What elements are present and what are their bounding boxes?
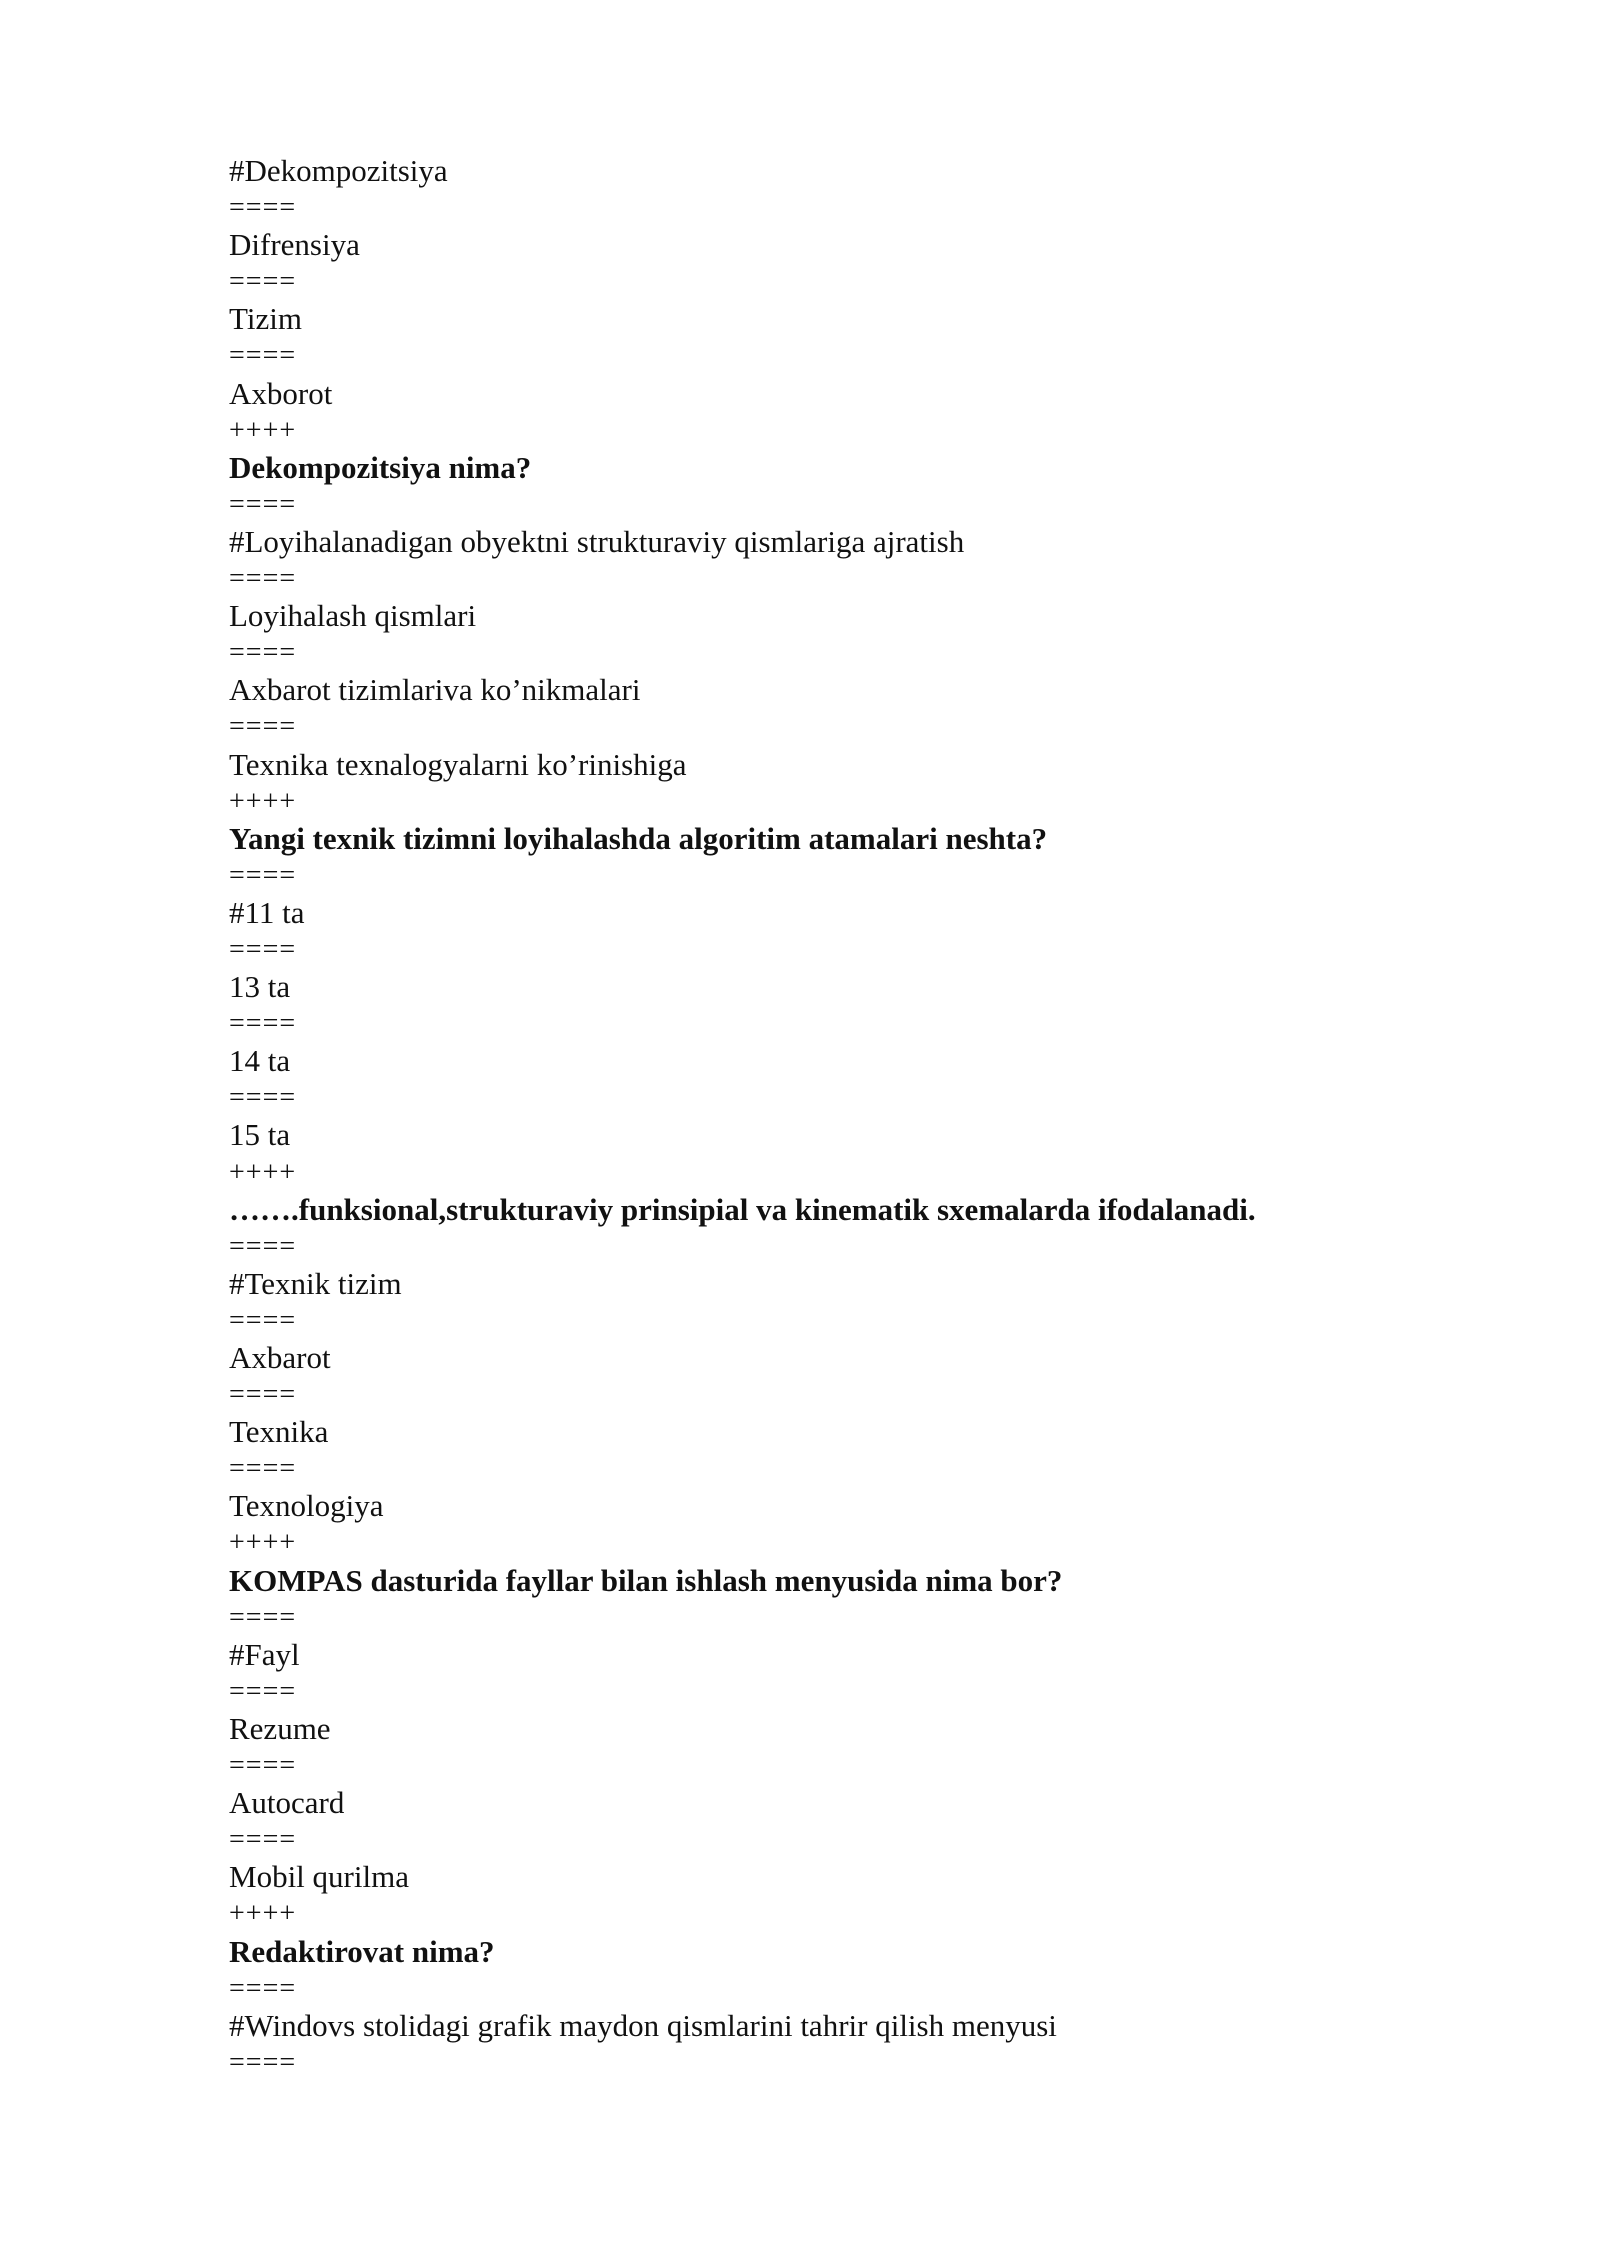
answer-option: 15 ta	[229, 1117, 291, 1153]
answer-option: Autocard	[229, 1785, 345, 1821]
separator-line: ++++	[229, 1156, 297, 1188]
answer-option: #Texnik tizim	[229, 1265, 402, 1301]
answer-option: Texnika texnalogyalarni ko’rinishiga	[229, 746, 687, 782]
separator-line: ++++	[229, 785, 297, 817]
answer-option: Rezume	[229, 1710, 331, 1746]
separator-line: ====	[229, 192, 297, 224]
separator-line: ++++	[229, 1527, 297, 1559]
answer-option: Axborot	[229, 375, 333, 411]
separator-line: ====	[229, 1082, 297, 1114]
answer-option: #Dekompozitsiya	[229, 153, 448, 188]
question-text: …….funksional,strukturaviy prinsipial va kinematik sxemalarda ifodalanadi.	[229, 1191, 1256, 1227]
answer-option: Texnologiya	[229, 1488, 384, 1524]
answer-option: 14 ta	[229, 1043, 291, 1079]
answer-option: Axbarot tizimlariva ko’nikmalari	[229, 672, 641, 708]
answer-option: Loyihalash qismlari	[229, 598, 477, 634]
separator-line: ====	[229, 340, 297, 372]
answer-option: Texnika	[229, 1414, 329, 1450]
question-text: Yangi texnik tizimni loyihalashda algoritim atamalari neshta?	[229, 820, 1048, 856]
answer-option: 13 ta	[229, 969, 291, 1005]
separator-line: ====	[229, 488, 297, 520]
separator-line: ====	[229, 266, 297, 298]
answer-option: Mobil qurilma	[229, 1859, 409, 1895]
separator-line: ====	[229, 1601, 297, 1633]
question-text: Redaktirovat nima?	[229, 1933, 495, 1969]
separator-line: ====	[229, 1972, 297, 2004]
answer-option: #Windovs stolidagi grafik maydon qismlarini tahrir qilish menyusi	[229, 2007, 1057, 2043]
answer-option: Axbarot	[229, 1340, 331, 1375]
separator-line: ++++	[229, 414, 297, 446]
separator-line: ====	[229, 1230, 297, 1262]
answer-option: Difrensiya	[229, 227, 360, 263]
separator-line: ====	[229, 859, 297, 891]
separator-line: ====	[229, 1304, 297, 1336]
separator-line: ====	[229, 563, 297, 595]
separator-line: ====	[229, 2046, 297, 2078]
separator-line: ====	[229, 1750, 297, 1782]
separator-line: ====	[229, 1379, 297, 1411]
separator-line: ====	[229, 1824, 297, 1856]
answer-option: #Fayl	[229, 1636, 300, 1672]
separator-line: ++++	[229, 1898, 297, 1930]
separator-line: ====	[229, 1453, 297, 1485]
separator-line: ====	[229, 1675, 297, 1707]
separator-line: ====	[229, 1008, 297, 1040]
document-body	[229, 152, 1529, 2081]
answer-option: Tizim	[229, 301, 302, 337]
separator-line: ====	[229, 637, 297, 669]
separator-line: ====	[229, 711, 297, 743]
separator-line: ====	[229, 933, 297, 965]
question-text: Dekompozitsiya nima?	[229, 449, 532, 485]
question-text: KOMPAS dasturida fayllar bilan ishlash menyusida nima bor?	[229, 1562, 1063, 1598]
answer-option: #11 ta	[229, 894, 305, 930]
answer-option: #Loyihalanadigan obyektni strukturaviy qismlariga ajratish	[229, 523, 965, 559]
